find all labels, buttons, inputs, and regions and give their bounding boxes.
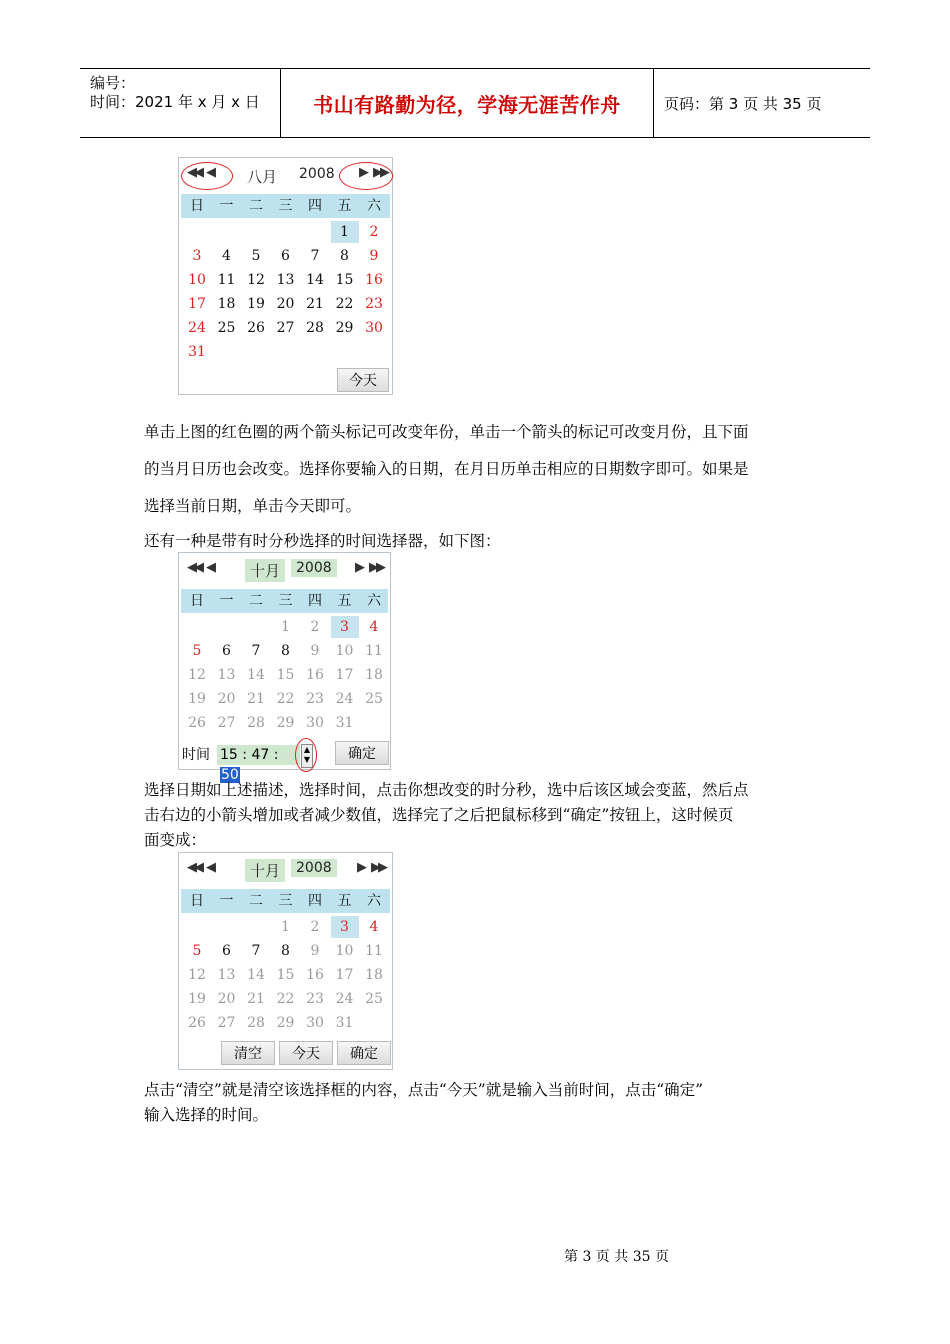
prev-year-icon[interactable]: ◀◀ bbox=[187, 860, 201, 875]
day-cell[interactable]: 24 bbox=[188, 320, 206, 336]
weekday-label: 日 bbox=[190, 198, 204, 214]
day-cell[interactable]: 27 bbox=[276, 320, 295, 336]
day-cell[interactable]: 7 bbox=[251, 643, 261, 659]
para3-line3: 面变成： bbox=[144, 831, 207, 849]
para2: 还有一种是带有时分秒选择的时间选择器，如下图： bbox=[144, 532, 501, 550]
day-cell[interactable]: 14 bbox=[247, 967, 265, 983]
month-label[interactable]: 十月 bbox=[245, 559, 285, 582]
weekday-label: 五 bbox=[337, 893, 352, 909]
day-cell[interactable]: 11 bbox=[217, 272, 236, 288]
day-cell[interactable]: 20 bbox=[217, 991, 236, 1007]
day-cell[interactable]: 12 bbox=[188, 667, 206, 683]
confirm-button[interactable]: 确定 bbox=[337, 1041, 391, 1065]
day-cell[interactable]: 1 bbox=[281, 919, 290, 935]
day-cell[interactable]: 27 bbox=[217, 1015, 236, 1031]
para1-line2: 的当月日历也会改变。选择你要输入的日期，在月日历单击相应的日期数字即可。如果是 bbox=[144, 460, 749, 478]
weekday-label: 三 bbox=[278, 893, 293, 909]
weekday-label: 四 bbox=[308, 198, 322, 214]
weekday-label: 五 bbox=[337, 593, 352, 609]
day-cell[interactable]: 22 bbox=[276, 991, 295, 1007]
header-motto-cell bbox=[281, 69, 654, 137]
day-cell[interactable]: 10 bbox=[335, 643, 354, 659]
page-footer bbox=[564, 1246, 669, 1266]
minute-field[interactable]: 47 bbox=[251, 747, 270, 763]
day-cell[interactable]: 31 bbox=[335, 1015, 354, 1031]
calendar-august bbox=[178, 157, 393, 395]
day-cell[interactable]: 17 bbox=[335, 967, 354, 983]
day-cell[interactable]: 18 bbox=[365, 967, 383, 983]
calendar-october-buttons bbox=[178, 852, 393, 1070]
day-cell[interactable]: 8 bbox=[281, 943, 290, 959]
weekday-label: 六 bbox=[367, 893, 381, 909]
para1-line1: 单击上图的红色圈的两个箭头标记可改变年份，单击一个箭头的标记可改变月份，且下面 bbox=[144, 423, 749, 441]
day-cell[interactable]: 25 bbox=[217, 320, 236, 336]
day-cell[interactable]: 14 bbox=[247, 667, 265, 683]
day-cell[interactable]: 28 bbox=[247, 1015, 265, 1031]
weekday-header bbox=[181, 889, 390, 913]
day-cell[interactable]: 25 bbox=[365, 691, 383, 707]
day-cell[interactable]: 31 bbox=[335, 715, 354, 731]
day-cell[interactable]: 12 bbox=[247, 272, 265, 288]
calendar-october-time bbox=[178, 552, 391, 783]
day-cell[interactable]: 7 bbox=[251, 943, 261, 959]
day-cell[interactable]: 15 bbox=[276, 667, 295, 683]
day-cell[interactable]: 10 bbox=[188, 272, 206, 288]
next-month-icon[interactable]: ▶ bbox=[357, 860, 364, 875]
red-circle-right bbox=[339, 162, 393, 190]
day-cell[interactable]: 29 bbox=[276, 1015, 295, 1031]
day-cell[interactable]: 21 bbox=[306, 296, 324, 312]
day-cell[interactable]: 31 bbox=[188, 344, 206, 360]
time-input[interactable]: 15 : 47 : 50 bbox=[217, 745, 300, 765]
day-cell[interactable]: 17 bbox=[188, 296, 206, 312]
para4-line2: 输入选择的时间。 bbox=[144, 1106, 269, 1124]
day-cell[interactable]: 20 bbox=[276, 296, 295, 312]
day-cell[interactable]: 1 bbox=[331, 221, 359, 243]
weekday-label: 六 bbox=[367, 198, 381, 214]
spin-up-icon[interactable]: ▲ bbox=[303, 745, 311, 754]
page-label: 页码：第 3 页 共 35 页 bbox=[664, 94, 822, 113]
day-cell[interactable]: 4 bbox=[369, 619, 379, 635]
weekday-label: 六 bbox=[367, 593, 381, 609]
day-cell[interactable]: 25 bbox=[365, 991, 383, 1007]
calendar-nav bbox=[179, 853, 392, 887]
day-cell[interactable]: 6 bbox=[222, 943, 231, 959]
weekday-label: 一 bbox=[219, 593, 234, 609]
day-cell[interactable]: 5 bbox=[192, 643, 202, 659]
day-cell[interactable]: 16 bbox=[306, 667, 324, 683]
day-cell[interactable]: 8 bbox=[281, 643, 290, 659]
day-cell[interactable]: 24 bbox=[335, 991, 354, 1007]
day-cell[interactable]: 3 bbox=[192, 248, 202, 264]
today-button[interactable]: 今天 bbox=[279, 1041, 333, 1065]
day-cell[interactable]: 5 bbox=[251, 248, 261, 264]
day-cell[interactable]: 23 bbox=[365, 296, 383, 312]
day-cell[interactable]: 21 bbox=[247, 691, 265, 707]
day-cell[interactable]: 2 bbox=[369, 224, 379, 240]
document-header bbox=[80, 68, 870, 138]
day-cell[interactable]: 20 bbox=[217, 691, 236, 707]
day-cell[interactable]: 26 bbox=[188, 1015, 206, 1031]
day-cell[interactable]: 9 bbox=[369, 248, 379, 264]
second-field[interactable]: 50 bbox=[221, 767, 239, 783]
weekday-label: 日 bbox=[190, 593, 204, 609]
day-cell[interactable]: 18 bbox=[217, 296, 236, 312]
next-year-icon[interactable]: ▶▶ bbox=[371, 860, 385, 875]
weekday-label: 五 bbox=[337, 198, 352, 214]
day-cell[interactable]: 4 bbox=[369, 919, 379, 935]
day-cell[interactable]: 26 bbox=[188, 715, 206, 731]
weekday-label: 四 bbox=[308, 893, 322, 909]
day-cell[interactable]: 7 bbox=[310, 248, 320, 264]
day-cell[interactable]: 2 bbox=[310, 619, 320, 635]
day-cell[interactable]: 6 bbox=[222, 643, 231, 659]
day-cell[interactable]: 5 bbox=[192, 943, 202, 959]
weekday-label: 四 bbox=[308, 593, 322, 609]
motto: 书山有路勤为径，学海无涯苦作舟 bbox=[313, 92, 621, 117]
red-circle-spinner bbox=[295, 738, 317, 772]
day-cell[interactable]: 28 bbox=[247, 715, 265, 731]
weekday-label: 三 bbox=[278, 198, 293, 214]
day-cell[interactable]: 19 bbox=[188, 991, 206, 1007]
para1-line3: 选择当前日期，单击今天即可。 bbox=[144, 497, 362, 515]
number-label: 编号： bbox=[90, 74, 136, 92]
calendar-nav bbox=[179, 158, 392, 192]
day-cell[interactable]: 3 bbox=[331, 916, 359, 938]
next-year-icon[interactable]: ▶▶ bbox=[369, 560, 383, 575]
hour-field[interactable]: 15 bbox=[220, 747, 238, 763]
day-cell[interactable]: 23 bbox=[306, 991, 324, 1007]
day-cell[interactable]: 27 bbox=[217, 715, 236, 731]
day-cell[interactable]: 17 bbox=[335, 667, 354, 683]
prev-month-icon[interactable]: ◀ bbox=[206, 165, 213, 180]
day-cell[interactable]: 11 bbox=[365, 943, 383, 959]
day-cell[interactable]: 3 bbox=[331, 616, 359, 638]
weekday-label: 二 bbox=[249, 593, 263, 609]
weekday-label: 三 bbox=[278, 593, 293, 609]
day-cell[interactable]: 30 bbox=[365, 320, 383, 336]
time-label: 时间 bbox=[182, 747, 210, 763]
weekday-label: 一 bbox=[219, 198, 234, 214]
day-cell[interactable]: 1 bbox=[281, 619, 290, 635]
day-cell[interactable]: 9 bbox=[310, 643, 320, 659]
next-year-icon[interactable]: ▶▶ bbox=[373, 165, 387, 180]
para4-line1: 点击“清空”就是清空该选择框的内容，点击“今天”就是输入当前时间，点击“确定” bbox=[144, 1081, 704, 1099]
day-cell[interactable]: 2 bbox=[310, 919, 320, 935]
month-label[interactable]: 八月 bbox=[247, 168, 278, 186]
day-cell[interactable]: 10 bbox=[335, 943, 354, 959]
weekday-label: 一 bbox=[219, 893, 234, 909]
para3-line1: 选择日期如上述描述，选择时间，点击你想改变的时分秒，选中后该区域会变蓝，然后点 bbox=[144, 781, 749, 799]
day-cell[interactable]: 24 bbox=[335, 691, 354, 707]
prev-year-icon[interactable]: ◀◀ bbox=[187, 165, 201, 180]
day-cell[interactable]: 26 bbox=[247, 320, 265, 336]
red-circle-left bbox=[181, 162, 233, 190]
prev-year-icon[interactable]: ◀◀ bbox=[187, 560, 201, 575]
day-cell[interactable]: 22 bbox=[276, 691, 295, 707]
day-cell[interactable]: 12 bbox=[188, 967, 206, 983]
day-cell[interactable]: 22 bbox=[335, 296, 354, 312]
day-cell[interactable]: 16 bbox=[306, 967, 324, 983]
weekday-header bbox=[181, 194, 390, 218]
day-cell[interactable]: 11 bbox=[365, 643, 383, 659]
calendar-nav bbox=[179, 553, 390, 587]
footer-page-number: 第 3 页 共 35 页 bbox=[564, 1249, 669, 1265]
day-cell[interactable]: 16 bbox=[365, 272, 383, 288]
day-cell[interactable]: 23 bbox=[306, 691, 324, 707]
day-cell[interactable]: 6 bbox=[281, 248, 290, 264]
year-label[interactable]: 2008 bbox=[299, 166, 335, 182]
day-cell[interactable]: 4 bbox=[222, 248, 231, 264]
weekday-label: 日 bbox=[190, 893, 204, 909]
weekday-header bbox=[181, 589, 388, 613]
year-label[interactable]: 2008 bbox=[291, 859, 337, 877]
prev-month-icon[interactable]: ◀ bbox=[206, 560, 213, 575]
header-page-cell bbox=[654, 69, 870, 137]
para3-line2: 击右边的小箭头增加或者减少数值，选择完了之后把鼠标移到“确定”按钮上，这时候页 bbox=[144, 806, 734, 824]
confirm-button[interactable]: 确定 bbox=[335, 741, 389, 765]
day-cell[interactable]: 14 bbox=[306, 272, 324, 288]
day-cell[interactable]: 29 bbox=[276, 715, 295, 731]
next-month-icon[interactable]: ▶ bbox=[359, 165, 366, 180]
day-cell[interactable]: 8 bbox=[340, 248, 349, 264]
header-info-cell bbox=[80, 69, 281, 137]
day-cell[interactable]: 19 bbox=[247, 296, 265, 312]
today-button[interactable]: 今天 bbox=[337, 368, 389, 392]
day-cell[interactable]: 21 bbox=[247, 991, 265, 1007]
day-cell[interactable]: 9 bbox=[310, 943, 320, 959]
day-cell[interactable]: 15 bbox=[335, 272, 354, 288]
day-cell[interactable]: 30 bbox=[306, 1015, 324, 1031]
clear-button[interactable]: 清空 bbox=[221, 1041, 275, 1065]
day-cell[interactable]: 15 bbox=[276, 967, 295, 983]
prev-month-icon[interactable]: ◀ bbox=[206, 860, 213, 875]
year-label[interactable]: 2008 bbox=[291, 559, 337, 577]
month-label[interactable]: 十月 bbox=[245, 859, 285, 882]
day-cell[interactable]: 19 bbox=[188, 691, 206, 707]
weekday-label: 二 bbox=[249, 893, 263, 909]
time-label: 时间：2021 年 x 月 x 日 bbox=[90, 93, 260, 111]
next-month-icon[interactable]: ▶ bbox=[355, 560, 362, 575]
day-cell[interactable]: 30 bbox=[306, 715, 324, 731]
spin-down-icon[interactable]: ▼ bbox=[303, 755, 311, 764]
day-cell[interactable]: 13 bbox=[217, 967, 236, 983]
day-cell[interactable]: 13 bbox=[217, 667, 236, 683]
day-cell[interactable]: 29 bbox=[335, 320, 354, 336]
day-cell[interactable]: 28 bbox=[306, 320, 324, 336]
day-cell[interactable]: 13 bbox=[276, 272, 295, 288]
weekday-label: 二 bbox=[249, 198, 263, 214]
day-cell[interactable]: 18 bbox=[365, 667, 383, 683]
